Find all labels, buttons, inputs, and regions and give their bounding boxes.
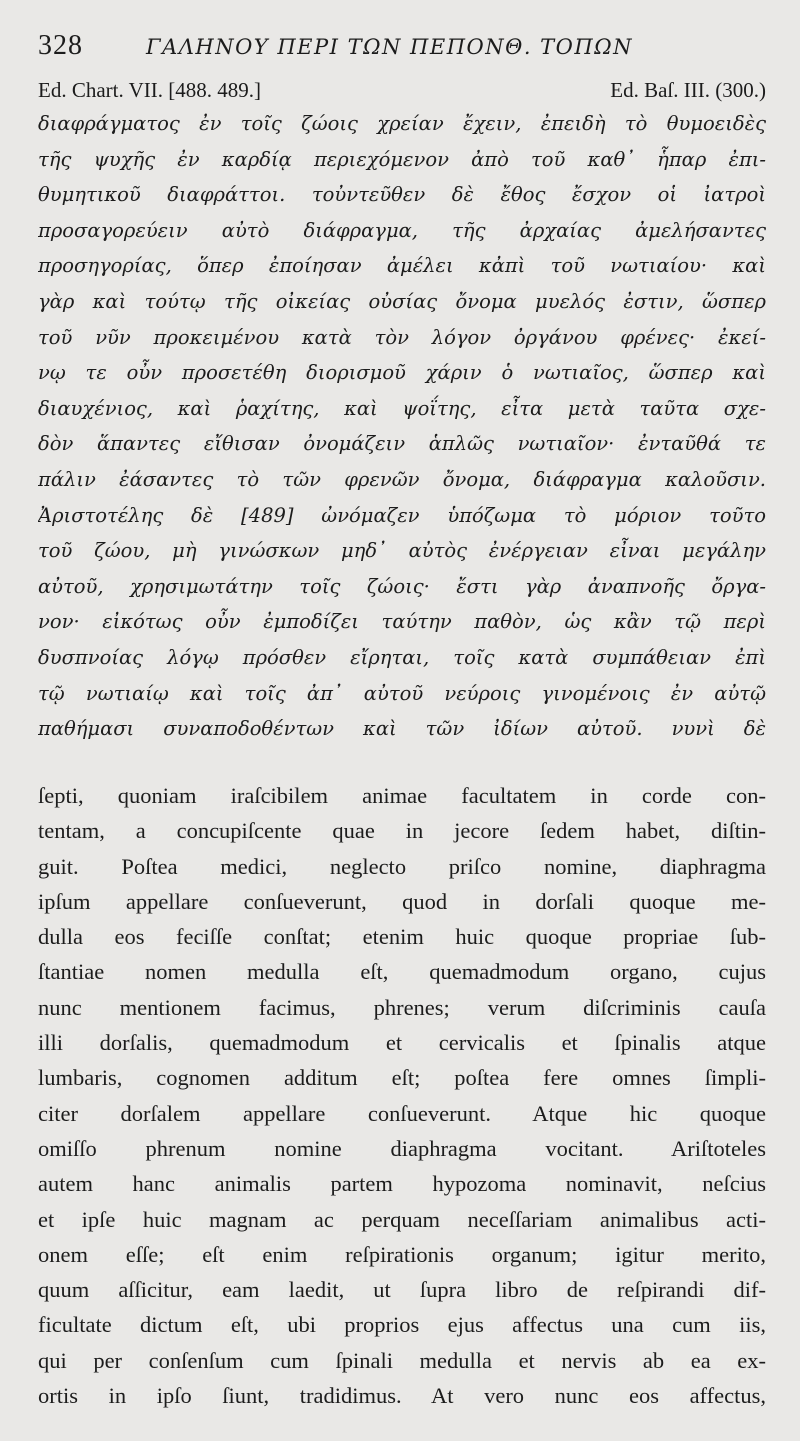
greek-line: δυσπνοίας λόγῳ πρόσθεν εἴρηται, τοῖς κατὰ συμπάθειαν ἐπὶ — [38, 645, 766, 669]
greek-line: διαφράγματος ἐν τοῖς ζώοις χρείαν ἔχειν, ἐπειδὴ τὸ θυμοειδὲς — [38, 112, 766, 135]
latin-line: et ipſe huic magnam ac perquam neceſſariam animalibus acti- — [38, 1206, 766, 1232]
running-title: ΓΑΛΗΝΟΥ ΠΕΡΙ ΤΩΝ ΠΕΠΟΝΘ. ΤΟΠΩΝ — [146, 35, 633, 59]
latin-text-block — [38, 778, 766, 1413]
greek-line: τοῦ νῦν προκειμένου κατὰ τὸν λόγον ὀργάνου φρένες· ἐκεί- — [38, 325, 766, 349]
greek-line: νῳ τε οὖν προσετέθη διορισμοῦ χάριν ὁ νωτιαῖος, ὥσπερ καὶ — [38, 361, 766, 385]
edition-references — [38, 76, 766, 104]
latin-line: quum aſſicitur, eam laedit, ut ſupra libro de reſpirandi dif- — [38, 1277, 766, 1303]
greek-line: πάλιν ἐάσαντες τὸ τῶν φρενῶν ὄνομα, διάφραγμα καλοῦσιν. — [38, 467, 766, 491]
latin-line: autem hanc animalis partem hypozoma nominavit, neſcius — [38, 1171, 766, 1197]
latin-line: citer dorſalem appellare conſueverunt. Atque hic quoque — [38, 1100, 766, 1126]
greek-line: δὸν ἅπαντες εἴθισαν ὀνομάζειν ἁπλῶς νωτιαῖον· ἐνταῦθά τε — [38, 432, 766, 456]
greek-line: προσαγορεύειν αὐτὸ διάφραγμα, τῆς ἀρχαίας ἀμελήσαντες — [38, 218, 766, 242]
edition-chartier-reference: Ed. Chart. VII. [488. 489.] — [38, 78, 261, 102]
latin-line: ficultate dictum eſt, ubi proprios ejus affectus una cum iis, — [38, 1312, 766, 1338]
latin-line: illi dorſalis, quemadmodum et cervicalis et ſpinalis atque — [38, 1030, 766, 1056]
greek-line: αὐτοῦ, χρησιμωτάτην τοῖς ζώοις· ἔστι γὰρ ἀναπνοῆς ὄργα- — [38, 574, 766, 598]
greek-line: νον· εἰκότως οὖν ἐμποδίζει ταύτην παθὸν, ὡς κἂν τῷ περὶ — [38, 610, 766, 634]
greek-line: τοῦ ζώου, μὴ γινώσκων μηδ᾽ αὐτὸς ἐνέργειαν εἶναι μεγάλην — [38, 539, 766, 563]
greek-line: προσηγορίας, ὅπερ ἐποίησαν ἀμέλει κἀπὶ τοῦ νωτιαίου· καὶ — [38, 254, 766, 278]
greek-line: γὰρ καὶ τούτῳ τῆς οἰκείας οὐσίας ὄνομα μυελός ἐστιν, ὥσπερ — [38, 289, 766, 313]
latin-line: guit. Poſtea medici, neglecto priſco nomine, diaphragma — [38, 853, 766, 879]
greek-line: παθήμασι συναποδοθέντων καὶ τῶν ἰδίων αὐτοῦ. νυνὶ δὲ — [38, 717, 766, 741]
latin-line: tentam, a concupiſcente quae in jecore ſedem habet, diſtin- — [38, 818, 766, 844]
latin-line: lumbaris, cognomen additum eſt; poſtea fere omnes ſimpli- — [38, 1065, 766, 1091]
latin-line: qui per conſenſum cum ſpinali medulla et nervis ab ea ex- — [38, 1347, 766, 1373]
greek-line: θυμητικοῦ διαφράττοι. τοὐντεῦθεν δὲ ἔθος ἔσχον οἱ ἰατροὶ — [38, 183, 766, 207]
latin-line: omiſſo phrenum nomine diaphragma vocitant. Ariſtoteles — [38, 1135, 766, 1161]
latin-line: ſepti, quoniam iraſcibilem animae facultatem in corde con- — [38, 783, 766, 808]
edition-basel-reference: Ed. Baſ. III. (300.) — [610, 78, 766, 102]
latin-line: dulla eos feciſſe conſtat; etenim huic quoque propriae ſub- — [38, 924, 766, 950]
greek-line: διαυχένιος, καὶ ῥαχίτης, καὶ ψοΐτης, εἶτα μετὰ ταῦτα σχε- — [38, 396, 766, 420]
page-header — [38, 30, 768, 66]
latin-line: onem eſſe; eſt enim reſpirationis organum; igitur merito, — [38, 1241, 766, 1267]
latin-line: nunc mentionem facimus, phrenes; verum diſcriminis cauſa — [38, 994, 766, 1020]
latin-line: ipſum appellare conſueverunt, quod in dorſali quoque me- — [38, 888, 766, 914]
greek-text-block — [38, 106, 766, 747]
greek-line: τῷ νωτιαίῳ καὶ τοῖς ἀπ᾽ αὐτοῦ νεύροις γινομένοις ἐν αὐτῷ — [38, 681, 766, 705]
greek-line: τῆς ψυχῆς ἐν καρδίᾳ περιεχόμενον ἀπὸ τοῦ καθ᾽ ἧπαρ ἐπι- — [38, 147, 766, 171]
page-number: 328 — [38, 30, 83, 61]
greek-line: Ἀριστοτέλης δὲ [489] ὠνόμαζεν ὑπόζωμα τὸ μόριον τοῦτο — [38, 503, 766, 527]
latin-line: ortis in ipſo ſiunt, tradidimus. At vero nunc eos affectus, — [38, 1383, 766, 1409]
latin-line: ſtantiae nomen medulla eſt, quemadmodum organo, cujus — [38, 959, 766, 985]
